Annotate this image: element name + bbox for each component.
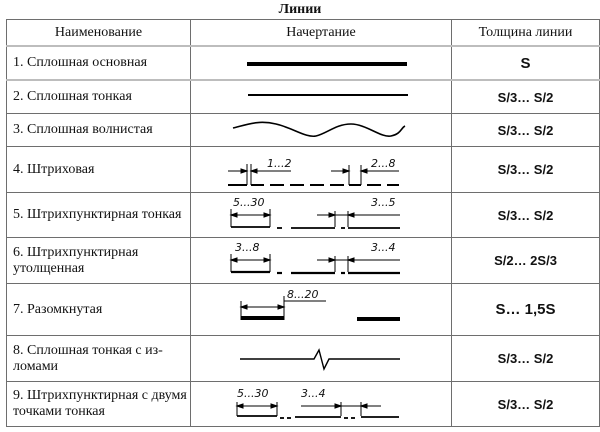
table-title: Линии [278, 2, 322, 17]
table-row [7, 336, 600, 382]
table-row [7, 382, 600, 427]
table-row [7, 284, 600, 336]
line-drawing-zigzag [191, 336, 452, 382]
line-name: 2. Сплошная тонкая [7, 80, 191, 114]
line-name: 6. Штрихпунктирная утолщенная [7, 238, 191, 284]
table-row [7, 193, 600, 238]
line-thickness: S [452, 46, 600, 80]
header-name: Наименование [7, 20, 191, 47]
header-row [7, 20, 600, 47]
line-name: 5. Штрихпунктирная тонкая [7, 193, 191, 238]
line-drawing-dash-dot-thin [191, 193, 452, 238]
dim-label: 3...4 [301, 387, 326, 400]
line-name: 4. Штриховая [7, 147, 191, 193]
line-thickness: S/3… S/2 [452, 114, 600, 147]
header-thickness: Толщина линии [452, 20, 600, 47]
line-drawing-solid-thin [191, 80, 452, 114]
line-thickness: S… 1,5S [452, 284, 600, 336]
line-thickness: S/3… S/2 [452, 382, 600, 427]
dim-label: 8...20 [287, 288, 319, 301]
line-drawing-solid-thick [191, 46, 452, 80]
line-name: 1. Сплошная основная [7, 46, 191, 80]
table-row [7, 238, 600, 284]
line-name: 9. Штрихпунктирная с двумя точками тонкая [7, 382, 191, 427]
line-drawing-wavy [191, 114, 452, 147]
dim-label: 1...2 [267, 157, 292, 170]
table-row [7, 147, 600, 193]
lines-table [6, 19, 600, 427]
line-name: 8. Сплошная тонкая с из-ломами [7, 336, 191, 382]
dim-label: 3...8 [235, 241, 260, 254]
dim-label: 3...5 [371, 196, 396, 209]
dim-label: 5...30 [237, 387, 269, 400]
line-drawing-dashed [191, 147, 452, 193]
line-drawing-open [191, 284, 452, 336]
line-thickness: S/2… 2S/3 [452, 238, 600, 284]
line-thickness: S/3… S/2 [452, 336, 600, 382]
dim-label: 3...4 [371, 241, 396, 254]
line-drawing-dash-double-dot [191, 382, 452, 427]
table-row [7, 80, 600, 114]
line-name: 7. Разомкнутая [7, 284, 191, 336]
dim-label: 5...30 [233, 196, 265, 209]
line-thickness: S/3… S/2 [452, 193, 600, 238]
table-row [7, 46, 600, 80]
line-thickness: S/3… S/2 [452, 80, 600, 114]
table-row [7, 114, 600, 147]
line-thickness: S/3… S/2 [452, 147, 600, 193]
header-style: Начертание [191, 20, 452, 47]
line-drawing-dash-dot-thick [191, 238, 452, 284]
dim-label: 2...8 [371, 157, 396, 170]
line-name: 3. Сплошная волнистая [7, 114, 191, 147]
